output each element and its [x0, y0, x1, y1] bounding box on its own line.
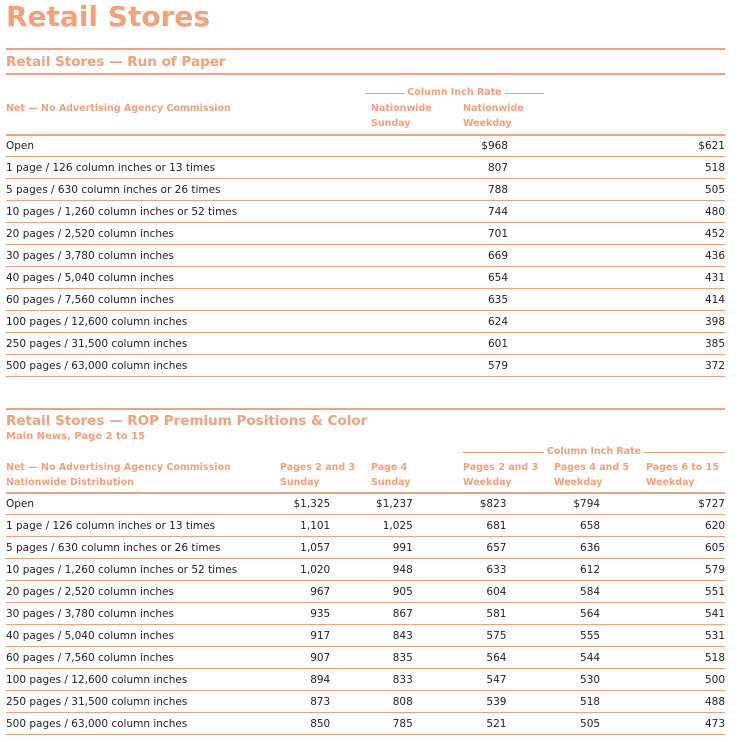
rate-cell: 564	[413, 647, 507, 669]
col-header-line2: Weekday	[463, 477, 512, 488]
rate-cell: 518	[600, 647, 725, 669]
rate-cell: 917	[268, 625, 330, 647]
rate-cell: 991	[330, 537, 413, 559]
section2-col-header-1	[371, 460, 410, 490]
rate-cell: 555	[506, 625, 600, 647]
table-row	[6, 691, 725, 713]
rate-cell: 604	[413, 581, 507, 603]
row-label: Open	[6, 493, 268, 515]
spacer-cell	[380, 267, 416, 289]
rate-cell: 1,057	[268, 537, 330, 559]
group-header-label: Column Inch Rate	[407, 87, 502, 98]
table-row	[6, 581, 725, 603]
row-header-line2: Nationwide Distribution	[6, 477, 134, 488]
rate-cell: $1,325	[268, 493, 330, 515]
rate-cell: $823	[413, 493, 507, 515]
rate-cell: 480	[508, 201, 725, 223]
rate-cell: 635	[416, 289, 508, 311]
table-row	[6, 493, 725, 515]
section2-subtitle: Main News, Page 2 to 15	[6, 431, 146, 442]
row-label: 500 pages / 63,000 column inches	[6, 713, 268, 735]
spacer-cell	[380, 135, 416, 157]
rate-cell: 579	[416, 355, 508, 377]
rate-cell: 584	[506, 581, 600, 603]
row-label: 250 pages / 31,500 column inches	[6, 333, 380, 355]
row-label: 40 pages / 5,040 column inches	[6, 267, 380, 289]
table-row	[6, 713, 725, 735]
table-row	[6, 625, 725, 647]
rate-cell: 935	[268, 603, 330, 625]
table-row	[6, 157, 725, 179]
table-row	[6, 289, 725, 311]
group-header-line-right	[505, 93, 544, 94]
row-label: 60 pages / 7,560 column inches	[6, 289, 380, 311]
rate-cell: 518	[506, 691, 600, 713]
section1-row-header: Net — No Advertising Agency Commission	[6, 103, 231, 114]
table-row	[6, 245, 725, 267]
group-header-line-right	[644, 452, 725, 453]
rate-cell: 398	[508, 311, 725, 333]
rate-cell: 1,101	[268, 515, 330, 537]
row-header-line1: Net — No Advertising Agency Commission	[6, 462, 231, 473]
rate-cell: 807	[416, 157, 508, 179]
row-label: 60 pages / 7,560 column inches	[6, 647, 268, 669]
rate-cell: 701	[416, 223, 508, 245]
rate-cell: 658	[506, 515, 600, 537]
section2-col-header-2	[463, 460, 538, 490]
rate-cell: 581	[413, 603, 507, 625]
spacer-cell	[380, 245, 416, 267]
table-row	[6, 179, 725, 201]
spacer-cell	[380, 201, 416, 223]
table-row	[6, 223, 725, 245]
table-row	[6, 355, 725, 377]
row-label: 100 pages / 12,600 column inches	[6, 311, 380, 333]
rate-cell: 835	[330, 647, 413, 669]
rate-cell: $727	[600, 493, 725, 515]
rate-cell: 505	[508, 179, 725, 201]
rate-cell: 636	[506, 537, 600, 559]
col-header-line2: Weekday	[554, 477, 603, 488]
spacer-cell	[380, 179, 416, 201]
rate-cell: 669	[416, 245, 508, 267]
table-row	[6, 559, 725, 581]
table-row	[6, 267, 725, 289]
rate-cell: 452	[508, 223, 725, 245]
rate-cell: 518	[508, 157, 725, 179]
section2-col-header-0	[280, 460, 355, 490]
rate-cell: $621	[508, 135, 725, 157]
col-header-line2: Weekday	[463, 118, 512, 129]
group-header-line-left	[463, 452, 544, 453]
rate-cell: 414	[508, 289, 725, 311]
table-row	[6, 537, 725, 559]
rate-cell: 785	[330, 713, 413, 735]
rate-cell: 521	[413, 713, 507, 735]
rate-cell: 531	[600, 625, 725, 647]
section1-col-header-1	[463, 101, 524, 131]
group-header-label: Column Inch Rate	[546, 446, 642, 457]
rate-cell: $1,237	[330, 493, 413, 515]
spacer-cell	[380, 311, 416, 333]
row-label: 250 pages / 31,500 column inches	[6, 691, 268, 713]
rate-cell: 431	[508, 267, 725, 289]
rate-cell: 605	[600, 537, 725, 559]
rate-cell: 833	[330, 669, 413, 691]
rate-cell: 894	[268, 669, 330, 691]
rate-cell: 541	[600, 603, 725, 625]
row-label: 1 page / 126 column inches or 13 times	[6, 515, 268, 537]
rate-cell: 788	[416, 179, 508, 201]
spacer-cell	[380, 355, 416, 377]
rate-cell: 843	[330, 625, 413, 647]
rate-cell: 539	[413, 691, 507, 713]
row-label: 500 pages / 63,000 column inches	[6, 355, 380, 377]
section1-title-rule	[6, 73, 725, 75]
page-title: Retail Stores	[6, 0, 211, 33]
rate-cell: 967	[268, 581, 330, 603]
rate-cell: 551	[600, 581, 725, 603]
rate-cell: $968	[416, 135, 508, 157]
rate-cell: 544	[506, 647, 600, 669]
col-header-line1: Nationwide	[371, 103, 432, 114]
row-label: 5 pages / 630 column inches or 26 times	[6, 537, 268, 559]
col-header-line1: Page 4	[371, 462, 408, 473]
table-row	[6, 311, 725, 333]
title-rule	[6, 48, 725, 50]
section2-title: Retail Stores — ROP Premium Positions & Color	[6, 413, 368, 429]
rate-cell: 579	[600, 559, 725, 581]
col-header-line2: Sunday	[280, 477, 320, 488]
section1-col-header-0	[371, 101, 432, 131]
row-label: 30 pages / 3,780 column inches	[6, 245, 380, 267]
rate-cell: 530	[506, 669, 600, 691]
rate-cell: 624	[416, 311, 508, 333]
section2-col-header-4	[646, 460, 719, 490]
table-row	[6, 515, 725, 537]
group-header-line-left	[365, 93, 404, 94]
rate-cell: 744	[416, 201, 508, 223]
table-row	[6, 603, 725, 625]
rate-cell: 850	[268, 713, 330, 735]
spacer-cell	[380, 223, 416, 245]
rate-cell: $794	[506, 493, 600, 515]
rate-cell: 657	[413, 537, 507, 559]
rate-cell: 654	[416, 267, 508, 289]
row-label: 10 pages / 1,260 column inches or 52 times	[6, 559, 268, 581]
row-label: Open	[6, 135, 380, 157]
rate-cell: 808	[330, 691, 413, 713]
section1-title: Retail Stores — Run of Paper	[6, 54, 226, 70]
row-label: 5 pages / 630 column inches or 26 times	[6, 179, 380, 201]
col-header-line1: Pages 4 and 5	[554, 462, 630, 473]
section2-col-header-3	[554, 460, 629, 490]
spacer-cell	[380, 289, 416, 311]
rate-cell: 488	[600, 691, 725, 713]
rate-cell: 867	[330, 603, 413, 625]
rate-cell: 612	[506, 559, 600, 581]
rate-cell: 436	[508, 245, 725, 267]
rate-cell: 473	[600, 713, 725, 735]
row-label: 1 page / 126 column inches or 13 times	[6, 157, 380, 179]
col-header-line1: Pages 2 and 3	[463, 462, 539, 473]
row-label: 20 pages / 2,520 column inches	[6, 223, 380, 245]
rate-cell: 681	[413, 515, 507, 537]
rate-cell: 372	[508, 355, 725, 377]
col-header-line1: Pages 6 to 15	[646, 462, 719, 473]
table-row	[6, 669, 725, 691]
rate-cell: 547	[413, 669, 507, 691]
table-row	[6, 201, 725, 223]
spacer-cell	[380, 157, 416, 179]
rate-cell: 905	[330, 581, 413, 603]
section2-rate-table	[6, 493, 725, 735]
rate-cell: 505	[506, 713, 600, 735]
rate-cell: 1,025	[330, 515, 413, 537]
table-row	[6, 333, 725, 355]
rate-cell: 907	[268, 647, 330, 669]
col-header-line2: Sunday	[371, 118, 411, 129]
section2-row-header	[6, 460, 231, 490]
row-label: 40 pages / 5,040 column inches	[6, 625, 268, 647]
section2-group-header	[463, 446, 725, 458]
spacer-cell	[380, 333, 416, 355]
row-label: 10 pages / 1,260 column inches or 52 times	[6, 201, 380, 223]
table-row	[6, 135, 725, 157]
row-label: 100 pages / 12,600 column inches	[6, 669, 268, 691]
rate-cell: 564	[506, 603, 600, 625]
col-header-line1: Pages 2 and 3	[280, 462, 356, 473]
rate-cell: 500	[600, 669, 725, 691]
rate-cell: 633	[413, 559, 507, 581]
rate-cell: 575	[413, 625, 507, 647]
row-label: 30 pages / 3,780 column inches	[6, 603, 268, 625]
section1-rate-table	[6, 135, 725, 377]
col-header-line2: Sunday	[371, 477, 411, 488]
rate-cell: 620	[600, 515, 725, 537]
rate-cell: 601	[416, 333, 508, 355]
col-header-line2: Weekday	[646, 477, 695, 488]
rate-cell: 948	[330, 559, 413, 581]
rate-cell: 1,020	[268, 559, 330, 581]
table-row	[6, 647, 725, 669]
section2-top-rule	[6, 408, 725, 410]
row-label: 20 pages / 2,520 column inches	[6, 581, 268, 603]
col-header-line1: Nationwide	[463, 103, 524, 114]
section1-group-header	[365, 87, 544, 99]
rate-cell: 873	[268, 691, 330, 713]
rate-cell: 385	[508, 333, 725, 355]
